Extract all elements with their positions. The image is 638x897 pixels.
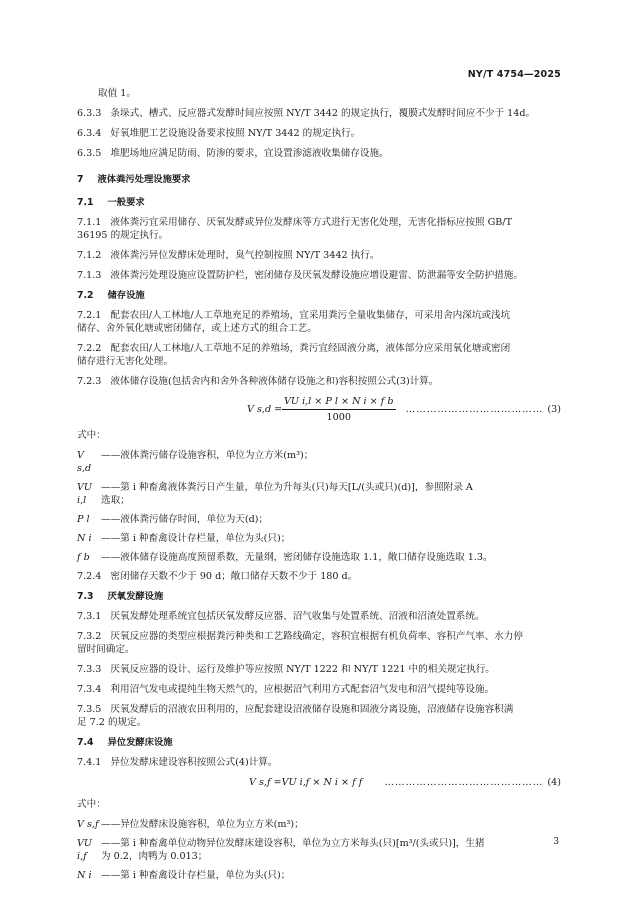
clause-7-3-1: 7.3.1 厌氧发酵处理系统宜包括厌氧发酵反应器、沼气收集与处置系统、沼液和沼渣处置系统。 bbox=[77, 611, 485, 622]
definition-row: N i ——第 i 种畜禽设计存栏量，单位为头(只)； bbox=[77, 870, 291, 881]
standard-code-header: NY/T 4754—2025 bbox=[467, 69, 561, 80]
continuation-line: 取值 1。 bbox=[98, 88, 136, 99]
clause-7-3-4: 7.3.4 利用沼气发电或提纯生物天然气的，应根据沼气利用方式配套沼气发电和沼气提纯等设施。 bbox=[77, 684, 495, 695]
clause-7-2-4: 7.2.4 密闭储存天数不少于 90 d；敞口储存天数不少于 180 d。 bbox=[77, 571, 358, 582]
formula-4-number: ……………………………………… (4) bbox=[384, 777, 561, 788]
page-number: 3 bbox=[553, 837, 559, 847]
section-7-heading: 7 液体粪污处理设施要求 bbox=[77, 174, 191, 185]
definition-row: V s,d ——液体粪污储存设施容积，单位为立方米(m³)； bbox=[77, 450, 314, 474]
clause-7-1-2: 7.1.2 液体粪污异位发酵床处理时，臭气控制按照 NY/T 3442 执行。 bbox=[77, 250, 380, 261]
clause-7-2-2: 7.2.2 配套农田/人工林地/人工草地不足的养殖场，粪污宜经固液分离，液体部分应采用氧化塘或密闭 储存进行无害化处理。 bbox=[77, 343, 511, 367]
formula-3-lhs: V s,d = bbox=[247, 404, 283, 415]
formula-4 bbox=[77, 776, 561, 792]
clause-7-2-1: 7.2.1 配套农田/人工林地/人工草地充足的养殖场，宜采用粪污全量收集储存，可采用舍内深坑或浅坑 储存、舍外氧化塘或密闭储存，或上述方式的组合工艺。 bbox=[77, 310, 511, 334]
definition-row: V s,f ——异位发酵床设施容积，单位为立方米(m³)； bbox=[77, 819, 304, 830]
clause-6-3-5: 6.3.5 堆肥场地应满足防雨、防渗的要求，宜设置渗滤液收集储存设施。 bbox=[77, 148, 389, 159]
definition-row: VU i,f ——第 i 种畜禽单位动物异位发酵床建设容积，单位为立方米每头(只)[m³/(头或只)]，生猪 为 0.2，肉鸭为 0.013； bbox=[77, 838, 485, 862]
section-7-3-heading: 7.3 厌氧发酵设施 bbox=[77, 591, 164, 602]
definition-row: N i ——第 i 种畜禽设计存栏量，单位为头(只)； bbox=[77, 533, 291, 544]
where-label-4: 式中： bbox=[77, 799, 106, 810]
formula-3-fraction bbox=[282, 395, 396, 424]
formula-3-denominator: 1000 bbox=[326, 412, 351, 423]
clause-7-4-1: 7.4.1 异位发酵床建设容积按照公式(4)计算。 bbox=[77, 757, 278, 768]
formula-3 bbox=[77, 395, 561, 425]
clause-6-3-4: 6.3.4 好氧堆肥工艺设施设备要求按照 NY/T 3442 的规定执行。 bbox=[77, 128, 361, 139]
clause-7-3-2: 7.3.2 厌氧反应器的类型应根据粪污种类和工艺路线确定，容积宜根据有机负荷率、容积产气率、水力停 留时间确定。 bbox=[77, 631, 523, 655]
clause-7-3-5: 7.3.5 厌氧发酵后的沼液农田利用的，应配套建设沼液储存设施和固液分离设施，沼液储存设施容积满 足 7.2 的规定。 bbox=[77, 704, 514, 728]
formula-3-numerator: VU i,l × P l × N i × f b bbox=[282, 395, 396, 410]
clause-7-2-3: 7.2.3 液体储存设施(包括舍内和舍外各种液体储存设施之和)容积按照公式(3)计算。 bbox=[77, 376, 439, 387]
definition-row: f b ——液体储存设施高度预留系数，无量纲，密闭储存设施选取 1.1，敞口储存设施选取 1.3。 bbox=[77, 552, 493, 563]
formula-4-expression: V s,f =VU i,f × N i × f f bbox=[249, 777, 363, 788]
clause-6-3-3: 6.3.3 条垛式、槽式、反应器式发酵时间应按照 NY/T 3442 的规定执行，覆膜式发酵时间应不少于 14d。 bbox=[77, 108, 536, 119]
definition-row: P l ——液体粪污储存时间，单位为天(d)； bbox=[77, 514, 269, 525]
formula-3-definitions bbox=[77, 449, 561, 564]
formula-3-number: ………………………………… (3) bbox=[405, 404, 561, 415]
definition-row: VU i,l ——第 i 种畜禽液体粪污日产生量，单位为升每头(只)每天[L/(头或只)(d)]，参照附录 A 选取； bbox=[77, 482, 473, 506]
clause-7-1-3: 7.1.3 液体粪污处理设施应设置防护栏，密闭储存及厌氧发酵设施应增设避雷、防泄漏等安全防护措施。 bbox=[77, 270, 523, 281]
clause-7-3-3: 7.3.3 厌氧反应器的设计、运行及维护等应按照 NY/T 1222 和 NY/T 1221 中的相关规定执行。 bbox=[77, 664, 495, 675]
formula-4-definitions bbox=[77, 818, 561, 882]
where-label-3: 式中： bbox=[77, 430, 106, 441]
page-body bbox=[77, 87, 561, 888]
section-7-1-heading: 7.1 一般要求 bbox=[77, 197, 145, 208]
section-7-4-heading: 7.4 异位发酵床设施 bbox=[77, 737, 173, 748]
section-7-2-heading: 7.2 储存设施 bbox=[77, 290, 145, 301]
clause-7-1-1: 7.1.1 液体粪污宜采用储存、厌氧发酵或异位发酵床等方式进行无害化处理，无害化指标应按照 GB/T 36195 的规定执行。 bbox=[77, 217, 512, 241]
